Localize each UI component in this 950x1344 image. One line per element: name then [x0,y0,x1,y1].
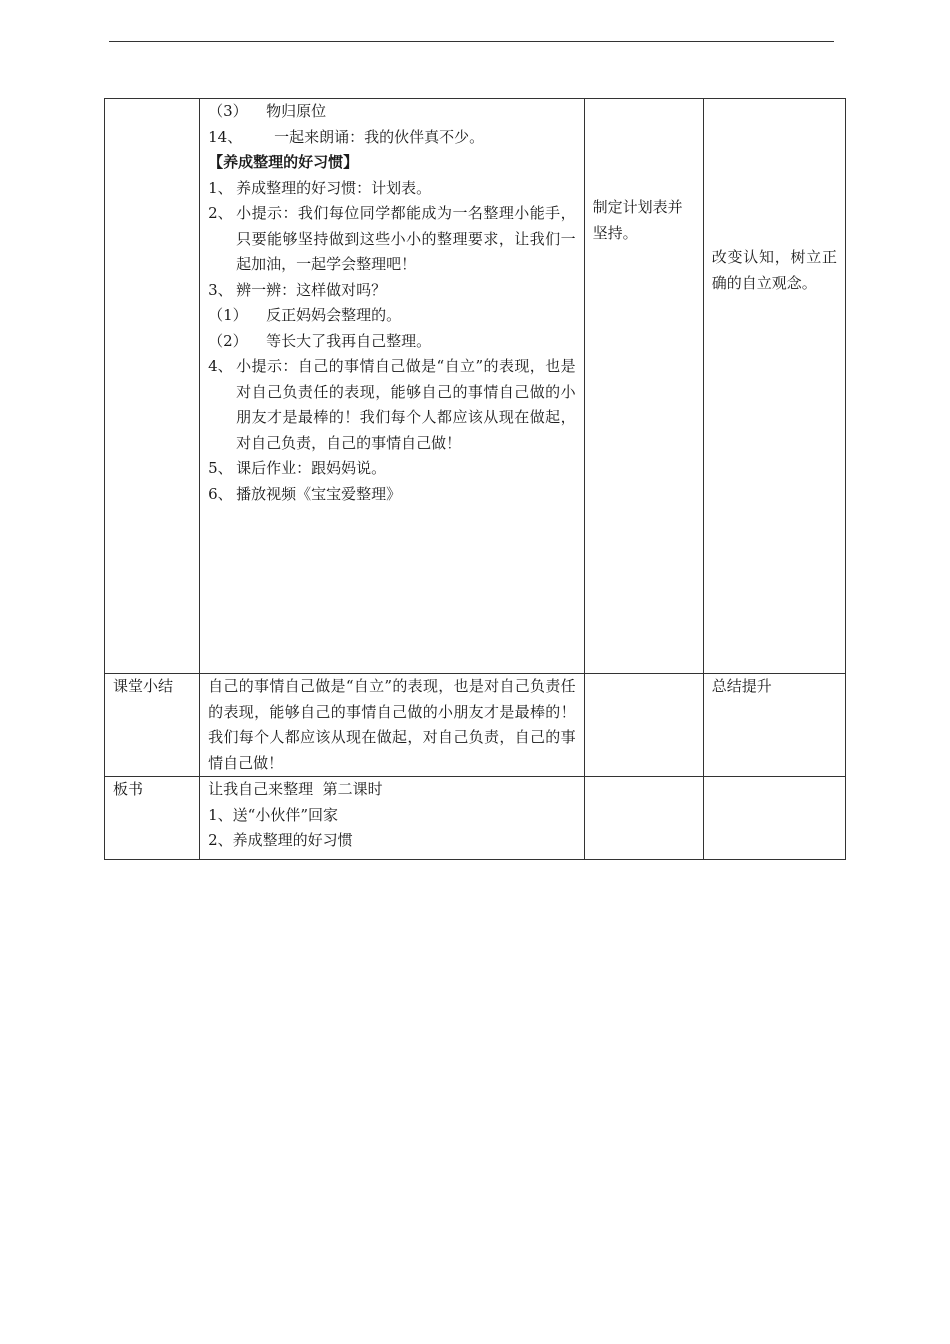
table-row [105,674,846,777]
table-row [105,777,846,860]
purpose-cell: 改变认知，树立正确的自立观念。 [703,99,845,674]
lesson-plan-table [104,98,846,860]
row-label-cell: 板书 [105,777,200,860]
table-row [105,99,846,674]
blackboard-cell [200,777,585,860]
list-item: 4、 小提示：自己的事情自己做是“自立”的表现，也是对自己负责任的表现，能够自己的事情自己做的小朋友才是最棒的！我们每个人都应该从现在做起，对自己负责，自己的事情自己做！ [208,357,576,452]
purpose-cell [703,777,845,860]
row-label-cell: 课堂小结 [105,674,200,777]
list-item: 14、 一起来朗诵：我的伙伴真不少。 [208,127,485,146]
summary-cell: 自己的事情自己做是“自立”的表现，也是对自己负责任的表现，能够自己的事情自己做的小朋友才是最棒的！我们每个人都应该从现在做起，对自己负责，自己的事情自己做！ [200,674,585,777]
list-item: （3） 物归原位 [208,102,327,120]
activity-cell [584,674,703,777]
header-rule [109,41,834,42]
activity-cell [584,777,703,860]
list-item: （2） 等长大了我再自己整理。 [208,331,432,350]
row-label-cell [105,99,200,674]
activity-cell: 制定计划表并坚持。 [584,99,703,674]
list-item: 2、 小提示：我们每位同学都能成为一名整理小能手，只要能够坚持做到这些小小的整理要求，让我们一起加油，一起学会整理吧！ [208,204,576,273]
list-item: 3、 辨一辨：这样做对吗？ [208,280,387,299]
purpose-cell: 总结提升 [703,674,845,777]
list-item: 1、 养成整理的好习惯：计划表。 [208,178,432,197]
list-item: 5、 课后作业：跟妈妈说。 [208,459,387,477]
blackboard-line: 2、养成整理的好习惯 [208,831,353,849]
list-item: 6、 播放视频《宝宝爱整理》 [208,484,402,503]
list-item: （1） 反正妈妈会整理的。 [208,306,402,324]
section-heading: 【养成整理的好习惯】 [208,153,359,171]
blackboard-line: 1、送“小伙伴”回家 [208,805,339,824]
content-cell [200,99,585,674]
blackboard-line: 让我自己来整理 第二课时 [208,780,383,798]
